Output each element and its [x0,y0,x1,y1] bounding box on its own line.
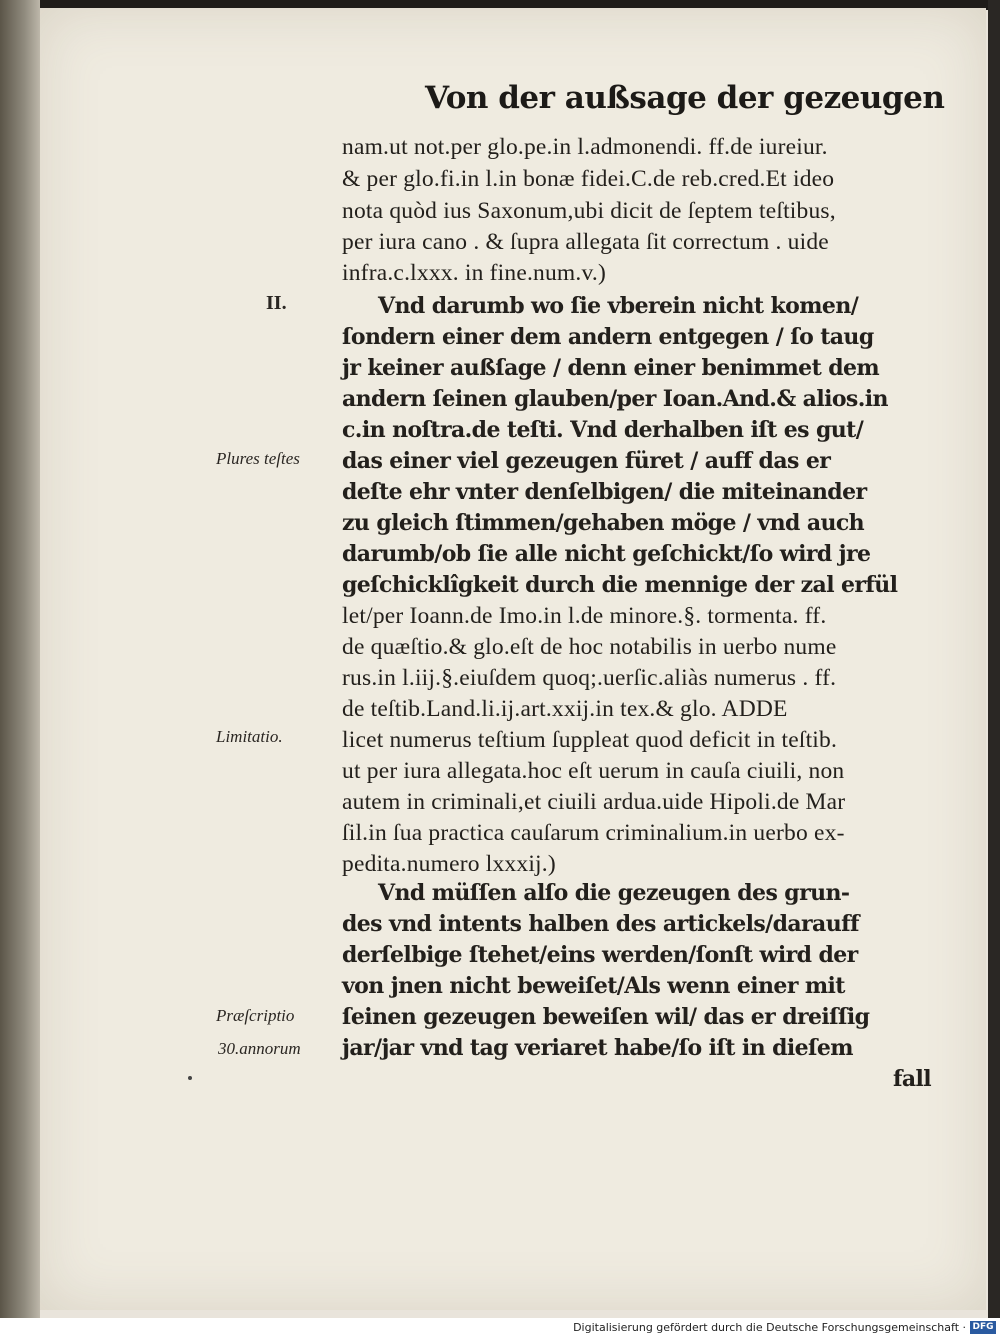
text-line: deſte ehr vnter denſelbigen/ die miteinander [342,479,867,505]
text-line: c.in noſtra.de teſti. Vnd derhalben iſt es gut/ [342,417,864,443]
ink-speck [188,1076,192,1080]
text-line: & per glo.fi.in l.in bonæ fidei.C.de reb.cred.Et ideo [342,166,835,192]
text-line: licet numerus teſtium ſuppleat quod deficit in teſtib. [342,727,838,753]
scan-right-edge [988,0,1000,1318]
text-line: darumb/ob ſie alle nicht geſchickt/ſo wird jre [342,541,871,567]
text-line: infra.c.lxxx. in fine.num.v.) [342,260,607,286]
text-line: de teſtib.Land.li.ij.art.xxij.in tex.& glo. ADDE [342,696,788,722]
text-line: ſil.in ſua practica cauſarum criminalium.in uerbo ex- [342,820,845,846]
text-line: von jnen nicht beweiſet/Als wenn einer mit [342,973,845,999]
text-line: des vnd intents halben des artickels/darauff [342,911,859,937]
marginal-note-plures-testes: Plures teſtes [216,449,300,468]
marginal-note-praescriptio: Præſcriptio [216,1006,295,1025]
text-line: nam.ut not.per glo.pe.in l.admonendi. ff.de iureiur. [342,134,828,160]
text-line: per iura cano . & ſupra allegata ſit correctum . uide [342,229,829,255]
text-line: jr keiner außſage / denn einer benimmet dem [342,355,880,381]
text-line: let/per Ioann.de Imo.in l.de minore.§. tormenta. ff. [342,603,827,629]
text-line: ſeinen gezeugen beweiſen wil/ das er dreiſſig [342,1004,870,1030]
text-line: jar/jar vnd tag veriaret habe/ſo iſt in dieſem [342,1035,853,1061]
text-line: das einer viel gezeugen füret / auff das er [342,448,831,474]
marginal-note-annorum: 30.annorum [218,1039,301,1058]
text-line: derſelbige ſtehet/eins werden/ſonſt wird der [342,942,858,968]
text-line: nota quòd ius Saxonum,ubi dicit de ſeptem teſtibus, [342,198,836,224]
scan-left-edge [0,0,40,1318]
marginal-note-limitatio: Limitatio. [216,727,283,746]
text-line: ut per iura allegata.hoc eſt uerum in cauſa ciuili, non [342,758,845,784]
text-line: andern ſeinen glauben/per Ioan.And.& alios.in [342,386,888,412]
marginal-section-number: II. [266,292,287,314]
text-line: Vnd darumb wo ſie vberein nicht komen/ [378,293,859,319]
text-line: pedita.numero lxxxij.) [342,851,556,877]
text-line: ſondern einer dem andern entgegen / ſo taug [342,324,874,350]
text-line: de quæſtio.& glo.eſt de hoc notabilis in uerbo nume [342,634,837,660]
text-line: autem in criminali,et ciuili ardua.uide Hipoli.de Mar [342,789,846,815]
catchword: fall [893,1066,932,1092]
text-line: zu gleich ſtimmen/gehaben möge / vnd auch [342,510,865,536]
credit-text: Digitalisierung gefördert durch die Deutsche Forschungsgemeinschaft · [573,1321,966,1334]
running-head: Von der außsage der gezeugen [425,80,945,116]
credit-bar [0,1318,1000,1338]
dfg-logo: DFG [970,1321,996,1334]
text-line: geſchicklîgkeit durch die mennige der zal erfül [342,572,898,598]
text-line: Vnd müſſen alſo die gezeugen des grun- [378,880,850,906]
text-line: rus.in l.iij.§.eiuſdem quoq;.uerſic.aliàs numerus . ff. [342,665,837,691]
